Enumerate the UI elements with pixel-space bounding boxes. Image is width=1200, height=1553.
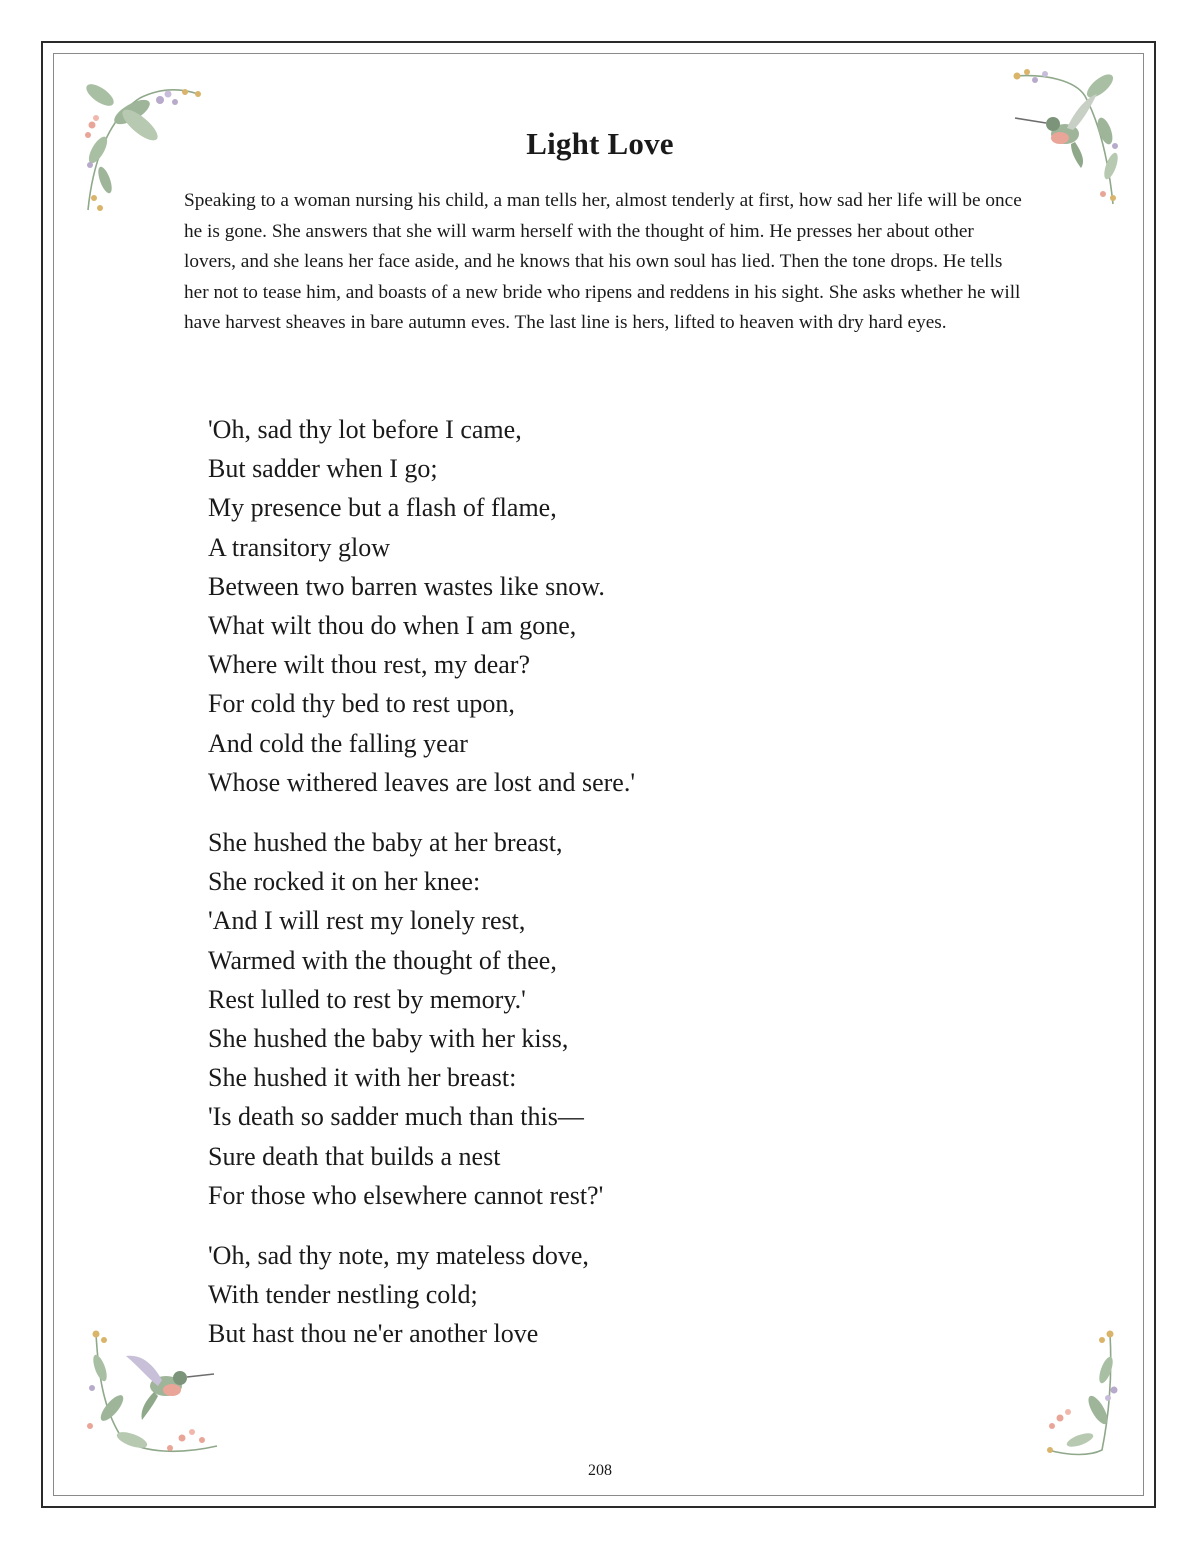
poem-line: With tender nestling cold; [208,1280,478,1310]
poem-line: What wilt thou do when I am gone, [208,611,577,641]
poem-line: She rocked it on her knee: [208,867,481,897]
poem-body [208,410,1008,1375]
poem-line: My presence but a flash of flame, [208,493,557,523]
poem-title: Light Love [526,126,674,161]
stanza [208,410,1008,802]
floral-corner-bottom-right [1040,1330,1124,1458]
poem-line: Rest lulled to rest by memory.' [208,984,526,1014]
poem-line: 'Oh, sad thy lot before I came, [208,415,522,444]
poem-line: But hast thou ne'er another love [208,1319,539,1349]
poem-line: She hushed the baby with her kiss, [208,1024,569,1054]
stanza [208,1236,1008,1354]
poem-line: But sadder when I go; [208,454,438,484]
poem-line: Between two barren wastes like snow. [208,571,605,601]
poem-summary: Speaking to a woman nursing his child, a man tells her, almost tenderly at first, how sad her life will be once he is gone. She answers that she will warm herself with the thought of him. He presses her about other lovers, and she leans her face aside, and he knows that his own soul has lied. Then the tone drops. He tells her not to tease him, and boasts of a new bride who ripens and reddens in his sight. She asks whether he will have harvest sheaves in bare autumn eves. The last line is hers, lifted to heaven with dry hard eyes. [184,190,1022,334]
poem-line: Where wilt thou rest, my dear? [208,650,530,680]
poem-line: A transitory glow [208,532,390,562]
hummingbird-corner-bottom-left [82,1328,222,1460]
poem-line: And cold the falling year [208,728,468,758]
poem-line: She hushed the baby at her breast, [208,828,563,858]
poem-line: She hushed it with her breast: [208,1063,517,1093]
stanza [208,823,1008,1215]
poem-line: 'Oh, sad thy note, my mateless dove, [208,1241,589,1271]
page-number: 208 [588,1462,612,1479]
poem-line: Whose withered leaves are lost and sere.' [208,767,636,797]
poem-line: For cold thy bed to rest upon, [208,689,515,719]
poem-line: For those who elsewhere cannot rest?' [208,1180,604,1210]
poem-line: 'And I will rest my lonely rest, [208,906,526,936]
poem-line: Warmed with the thought of thee, [208,945,557,975]
poem-line: 'Is death so sadder much than this— [208,1102,584,1132]
poem-line: Sure death that builds a nest [208,1141,501,1171]
